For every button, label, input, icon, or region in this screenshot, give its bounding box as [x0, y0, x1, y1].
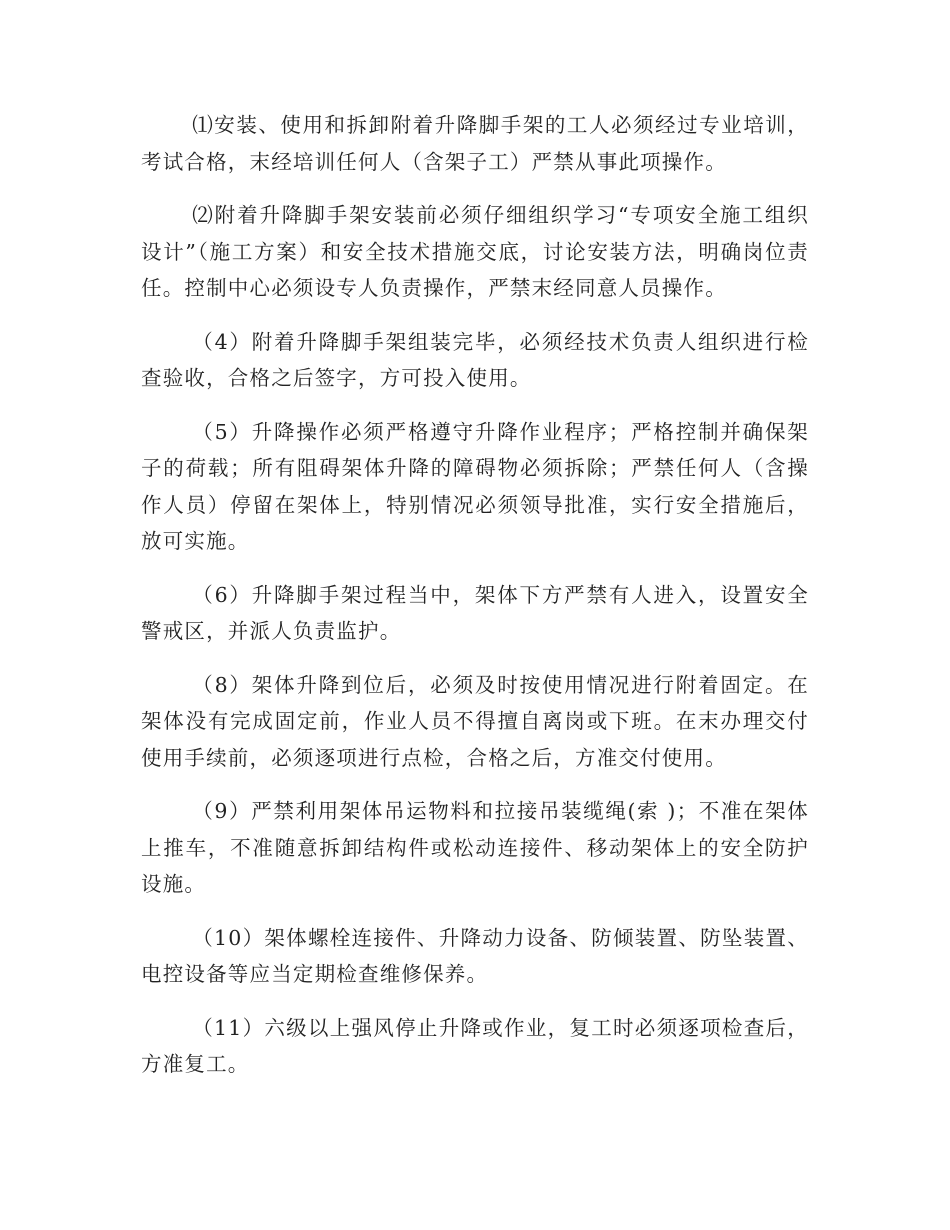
paragraph-item-2: ⑵附着升降脚手架安装前必须仔细组织学习“专项安全施工组织设计”（施工方案）和安全技术措施交底，讨论安装方法，明确岗位责任。控制中心必须设专人负责操作，严禁末经同意人员操作。 — [141, 203, 809, 300]
document-body — [141, 107, 809, 1100]
paragraph-item-4: （4）附着升降脚手架组装完毕，必须经技术负责人组织进行检查验收，合格之后签字，方可投入使用。 — [141, 329, 809, 390]
paragraph-item-9: （9）严禁利用架体吊运物料和拉接吊装缆绳(索 )；不准在架体上推车，不准随意拆卸结构件或松动连接件、移动架体上的安全防护设施。 — [141, 799, 809, 896]
paragraph-item-5: （5）升降操作必须严格遵守升降作业程序；严格控制并确保架子的荷载；所有阻碍架体升降的障碍物必须拆除；严禁任何人（含操作人员）停留在架体上，特别情况必须领导批准，实行安全措施后，放可实施。 — [141, 419, 809, 553]
paragraph-item-6: （6）升降脚手架过程当中，架体下方严禁有人进入，设置安全警戒区，并派人负责监护。 — [141, 582, 809, 643]
paragraph-item-11: （11）六级以上强风停止升降或作业，复工时必须逐项检查后，方准复工。 — [141, 1015, 809, 1076]
paragraph-item-10: （10）架体螺栓连接件、升降动力设备、防倾装置、防坠装置、电控设备等应当定期检查维修保养。 — [141, 925, 809, 986]
paragraph-item-1: ⑴安装、使用和拆卸附着升降脚手架的工人必须经过专业培训，考试合格，末经培训任何人（含架子工）严禁从事此项操作。 — [141, 113, 809, 174]
paragraph-item-8: （8）架体升降到位后，必须及时按使用情况进行附着固定。在架体没有完成固定前，作业人员不得擅自离岗或下班。在末办理交付使用手续前，必须逐项进行点检，合格之后，方准交付使用。 — [141, 672, 809, 770]
